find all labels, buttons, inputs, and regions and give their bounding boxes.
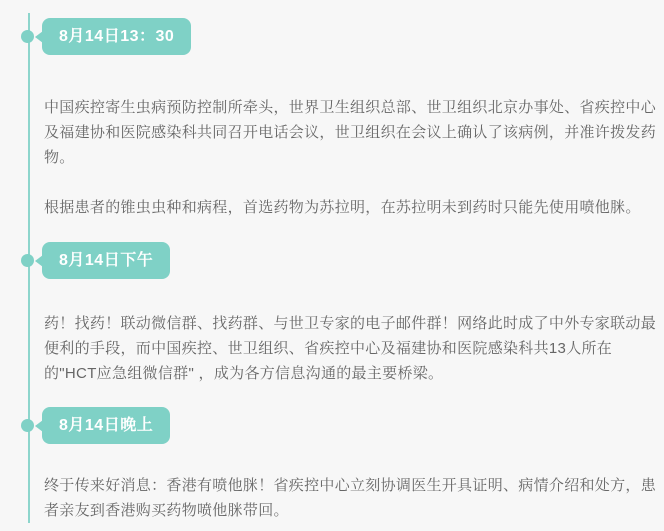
timeline-event-2 <box>0 242 664 386</box>
badge-arrow-icon <box>35 420 43 432</box>
event-paragraph: 中国疾控寄生虫病预防控制所牵头，世界卫生组织总部、世卫组织北京办事处、省疾控中心及福建协和医院感染科共同召开电话会议，世卫组织在会议上确认了该病例，并准许拨发药物。 <box>44 99 657 166</box>
event-paragraph: 根据患者的锥虫虫种和病程，首选药物为苏拉明，在苏拉明未到药时只能先使用喷他脒。 <box>44 199 641 216</box>
timeline-dot-icon <box>21 254 34 267</box>
badge-row <box>42 242 664 279</box>
timeline-event-3 <box>0 407 664 523</box>
badge-arrow-icon <box>35 255 43 267</box>
event-paragraph: 终于传来好消息：香港有喷他脒！省疾控中心立刻协调医生开具证明、病情介绍和处方，患者亲友到香港购买药物喷他脒带回。 <box>44 477 657 519</box>
badge-row <box>42 18 664 55</box>
time-badge: 8月14日下午 <box>42 242 170 279</box>
event-paragraph: 药！找药！联动微信群、找药群、与世卫专家的电子邮件群！网络此时成了中外专家联动最便利的手段，而中国疾控、世卫组织、省疾控中心及福建协和医院感染科共13人所在的"HCT应急组微信群" ，成为各方信息沟通的最主要桥梁。 <box>44 315 657 382</box>
badge-row <box>42 407 664 444</box>
timeline-dot-icon <box>21 30 34 43</box>
timeline-event-1 <box>0 18 664 220</box>
time-badge: 8月14日13：30 <box>42 18 191 55</box>
timeline-dot-icon <box>21 419 34 432</box>
time-badge: 8月14日晚上 <box>42 407 170 444</box>
badge-arrow-icon <box>35 31 43 43</box>
